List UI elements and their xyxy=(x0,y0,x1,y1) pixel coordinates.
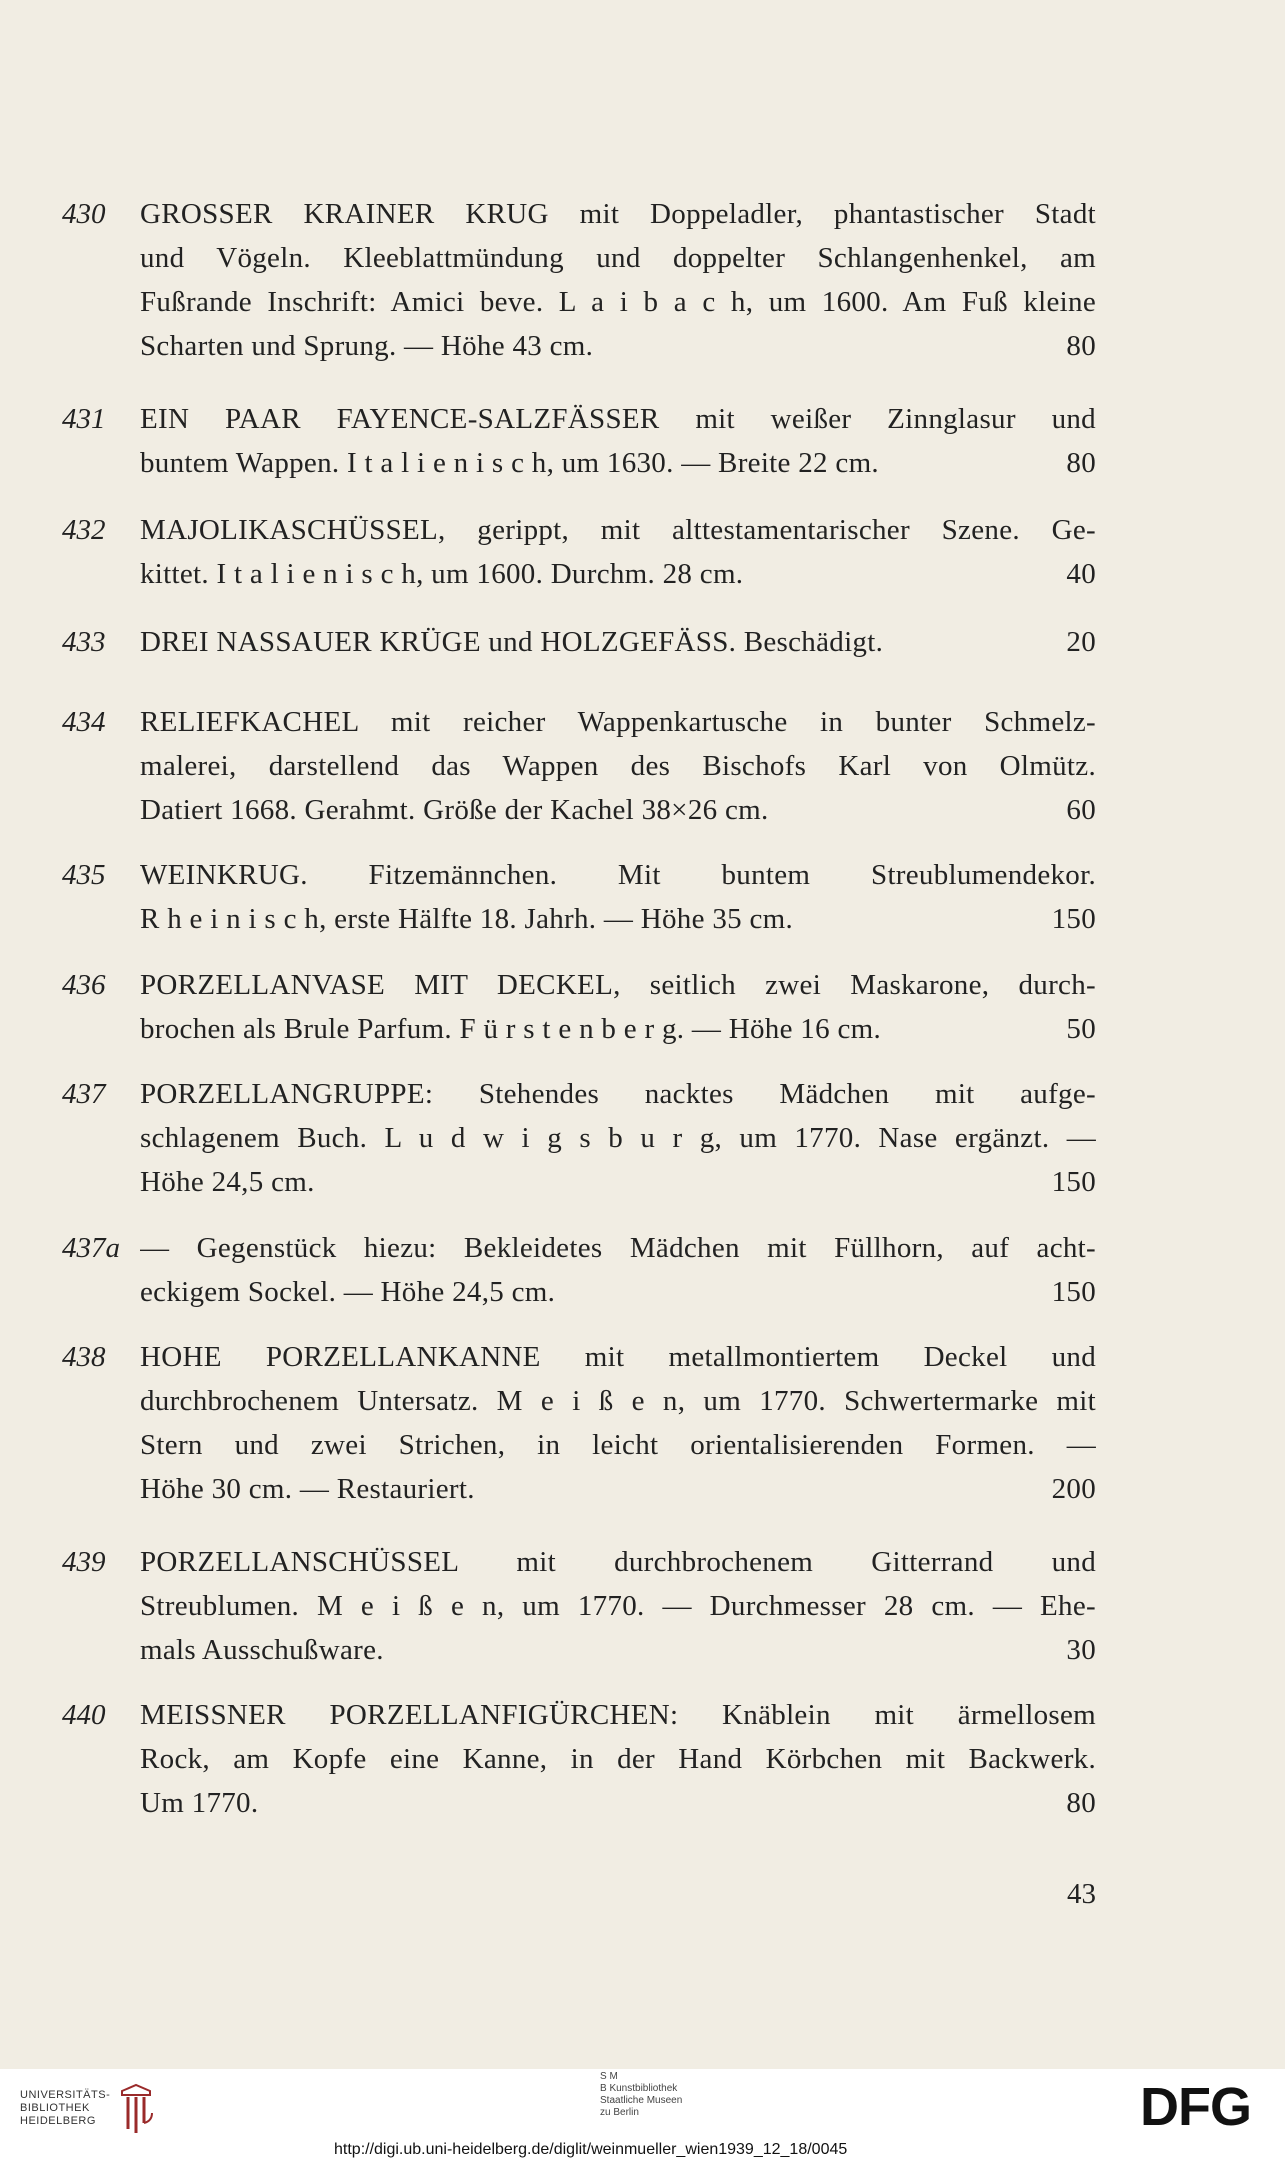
description-line xyxy=(140,1467,1096,1511)
description-text: Datiert 1668. Gerahmt. Größe der Kachel 38×26 cm. xyxy=(140,794,769,826)
lot-number: 433 xyxy=(62,626,106,658)
description-text: Höhe 24,5 cm. xyxy=(140,1166,315,1198)
description-line xyxy=(140,397,1096,441)
lot-description xyxy=(140,620,1096,664)
lot-number: 440 xyxy=(62,1699,106,1731)
university-library-logo-text[interactable]: UNIVERSITÄTS- BIBLIOTHEK HEIDELBERG xyxy=(20,2089,111,2127)
description-line xyxy=(140,853,1096,897)
description-text: RELIEFKACHEL mit reicher Wappenkartusche in bunter Schmelz- xyxy=(140,706,1096,738)
lot-description xyxy=(140,508,1096,596)
description-line xyxy=(140,1540,1096,1584)
description-line xyxy=(140,963,1096,1007)
description-text: durchbrochenem Untersatz. M e i ß e n, um 1770. Schwertermarke mit xyxy=(140,1385,1096,1417)
description-text: kittet. I t a l i e n i s c h, um 1600. Durchm. 28 cm. xyxy=(140,558,744,590)
description-text: EIN PAAR FAYENCE-SALZFÄSSER mit weißer Zinnglasur und xyxy=(140,403,1096,435)
description-line xyxy=(140,1072,1096,1116)
description-text: und Vögeln. Kleeblattmündung und doppelter Schlangenhenkel, am xyxy=(140,242,1096,274)
description-text: MEISSNER PORZELLANFIGÜRCHEN: Knäblein mit ärmellosem xyxy=(140,1699,1096,1731)
lot-price: 50 xyxy=(1066,1013,1096,1045)
lot-number: 438 xyxy=(62,1341,106,1373)
description-line xyxy=(140,1584,1096,1628)
description-line xyxy=(140,1116,1096,1160)
dfg-logo[interactable]: DFG xyxy=(1140,2077,1251,2137)
description-text: Fußrande Inschrift: Amici beve. L a i b a c h, um 1600. Am Fuß kleine xyxy=(140,286,1096,318)
lot-number: 430 xyxy=(62,198,106,230)
smb-kunstbibliothek-logo[interactable]: S M B Kunstbibliothek Staatliche Museen zu Berlin xyxy=(600,2071,683,2118)
description-line xyxy=(140,788,1096,832)
footer-bar xyxy=(0,2069,1285,2161)
description-line xyxy=(140,1007,1096,1051)
description-text: GROSSER KRAINER KRUG mit Doppeladler, phantastischer Stadt xyxy=(140,198,1096,230)
description-line xyxy=(140,280,1096,324)
lot-description xyxy=(140,1540,1096,1672)
description-text: Höhe 30 cm. — Restauriert. xyxy=(140,1473,475,1505)
description-line xyxy=(140,552,1096,596)
description-text: DREI NASSAUER KRÜGE und HOLZGEFÄSS. Beschädigt. xyxy=(140,626,884,658)
lot-number: 436 xyxy=(62,969,106,1001)
lot-price: 80 xyxy=(1066,1787,1096,1819)
description-text: mals Ausschußware. xyxy=(140,1634,384,1666)
lot-description xyxy=(140,1693,1096,1825)
description-line xyxy=(140,620,1096,664)
description-text: WEINKRUG. Fitzemännchen. Mit buntem Streublumendekor. xyxy=(140,859,1096,891)
lot-price: 150 xyxy=(1051,1166,1096,1198)
lot-number: 437 xyxy=(62,1078,106,1110)
lot-description xyxy=(140,700,1096,832)
description-line xyxy=(140,1270,1096,1314)
lot-number: 435 xyxy=(62,859,106,891)
description-text: PORZELLANVASE MIT DECKEL, seitlich zwei Maskarone, durch- xyxy=(140,969,1096,1001)
description-text: HOHE PORZELLANKANNE mit metallmontiertem Deckel und xyxy=(140,1341,1096,1373)
description-line xyxy=(140,1423,1096,1467)
lot-price: 150 xyxy=(1051,903,1096,935)
description-line xyxy=(140,508,1096,552)
description-text: buntem Wappen. I t a l i e n i s c h, um 1630. — Breite 22 cm. xyxy=(140,447,879,479)
description-text: PORZELLANGRUPPE: Stehendes nacktes Mädchen mit aufge- xyxy=(140,1078,1096,1110)
description-line xyxy=(140,192,1096,236)
lot-price: 150 xyxy=(1051,1276,1096,1308)
description-text: MAJOLIKASCHÜSSEL, gerippt, mit alttestamentarischer Szene. Ge- xyxy=(140,514,1096,546)
description-line xyxy=(140,1160,1096,1204)
description-text: Stern und zwei Strichen, in leicht orientalisierenden Formen. — xyxy=(140,1429,1096,1461)
lot-number: 434 xyxy=(62,706,106,738)
description-line xyxy=(140,1628,1096,1672)
description-text: malerei, darstellend das Wappen des Bischofs Karl von Olmütz. xyxy=(140,750,1096,782)
source-url-link[interactable]: http://digi.ub.uni-heidelberg.de/diglit/weinmueller_wien1939_12_18/0045 xyxy=(334,2141,848,2158)
description-line xyxy=(140,700,1096,744)
lot-description xyxy=(140,853,1096,941)
lot-description xyxy=(140,1072,1096,1204)
description-text: Scharten und Sprung. — Höhe 43 cm. xyxy=(140,330,594,362)
description-line xyxy=(140,1379,1096,1423)
description-text: schlagenem Buch. L u d w i g s b u r g, um 1770. Nase ergänzt. — xyxy=(140,1122,1096,1154)
lot-price: 80 xyxy=(1066,330,1096,362)
description-line xyxy=(140,1226,1096,1270)
description-line xyxy=(140,897,1096,941)
description-text: eckigem Sockel. — Höhe 24,5 cm. xyxy=(140,1276,556,1308)
lot-price: 200 xyxy=(1051,1473,1096,1505)
lot-number: 439 xyxy=(62,1546,106,1578)
page-number: 43 xyxy=(1067,1878,1096,1910)
lot-price: 20 xyxy=(1066,626,1096,658)
university-library-logo-icon[interactable] xyxy=(116,2083,156,2135)
lot-price: 30 xyxy=(1066,1634,1096,1666)
description-text: R h e i n i s c h, erste Hälfte 18. Jahrh. — Höhe 35 cm. xyxy=(140,903,794,935)
description-line xyxy=(140,1693,1096,1737)
description-line xyxy=(140,1335,1096,1379)
description-line xyxy=(140,1781,1096,1825)
lot-description xyxy=(140,963,1096,1051)
description-line xyxy=(140,324,1096,368)
description-line xyxy=(140,1737,1096,1781)
lot-price: 60 xyxy=(1066,794,1096,826)
description-text: Um 1770. xyxy=(140,1787,259,1819)
lot-description xyxy=(140,1226,1096,1314)
lot-price: 40 xyxy=(1066,558,1096,590)
lot-number: 432 xyxy=(62,514,106,546)
lot-description xyxy=(140,192,1096,368)
description-text: Streublumen. M e i ß e n, um 1770. — Durchmesser 28 cm. — Ehe- xyxy=(140,1590,1096,1622)
description-line xyxy=(140,744,1096,788)
lot-description xyxy=(140,397,1096,485)
description-text: brochen als Brule Parfum. F ü r s t e n b e r g. — Höhe 16 cm. xyxy=(140,1013,882,1045)
lot-description xyxy=(140,1335,1096,1511)
lot-number: 431 xyxy=(62,403,106,435)
lot-number: 437a xyxy=(62,1232,120,1264)
description-text: PORZELLANSCHÜSSEL mit durchbrochenem Gitterrand und xyxy=(140,1546,1096,1578)
description-line xyxy=(140,441,1096,485)
lot-price: 80 xyxy=(1066,447,1096,479)
description-text: — Gegenstück hiezu: Bekleidetes Mädchen mit Füllhorn, auf acht- xyxy=(140,1232,1096,1264)
description-text: Rock, am Kopfe eine Kanne, in der Hand Körbchen mit Backwerk. xyxy=(140,1743,1096,1775)
description-line xyxy=(140,236,1096,280)
